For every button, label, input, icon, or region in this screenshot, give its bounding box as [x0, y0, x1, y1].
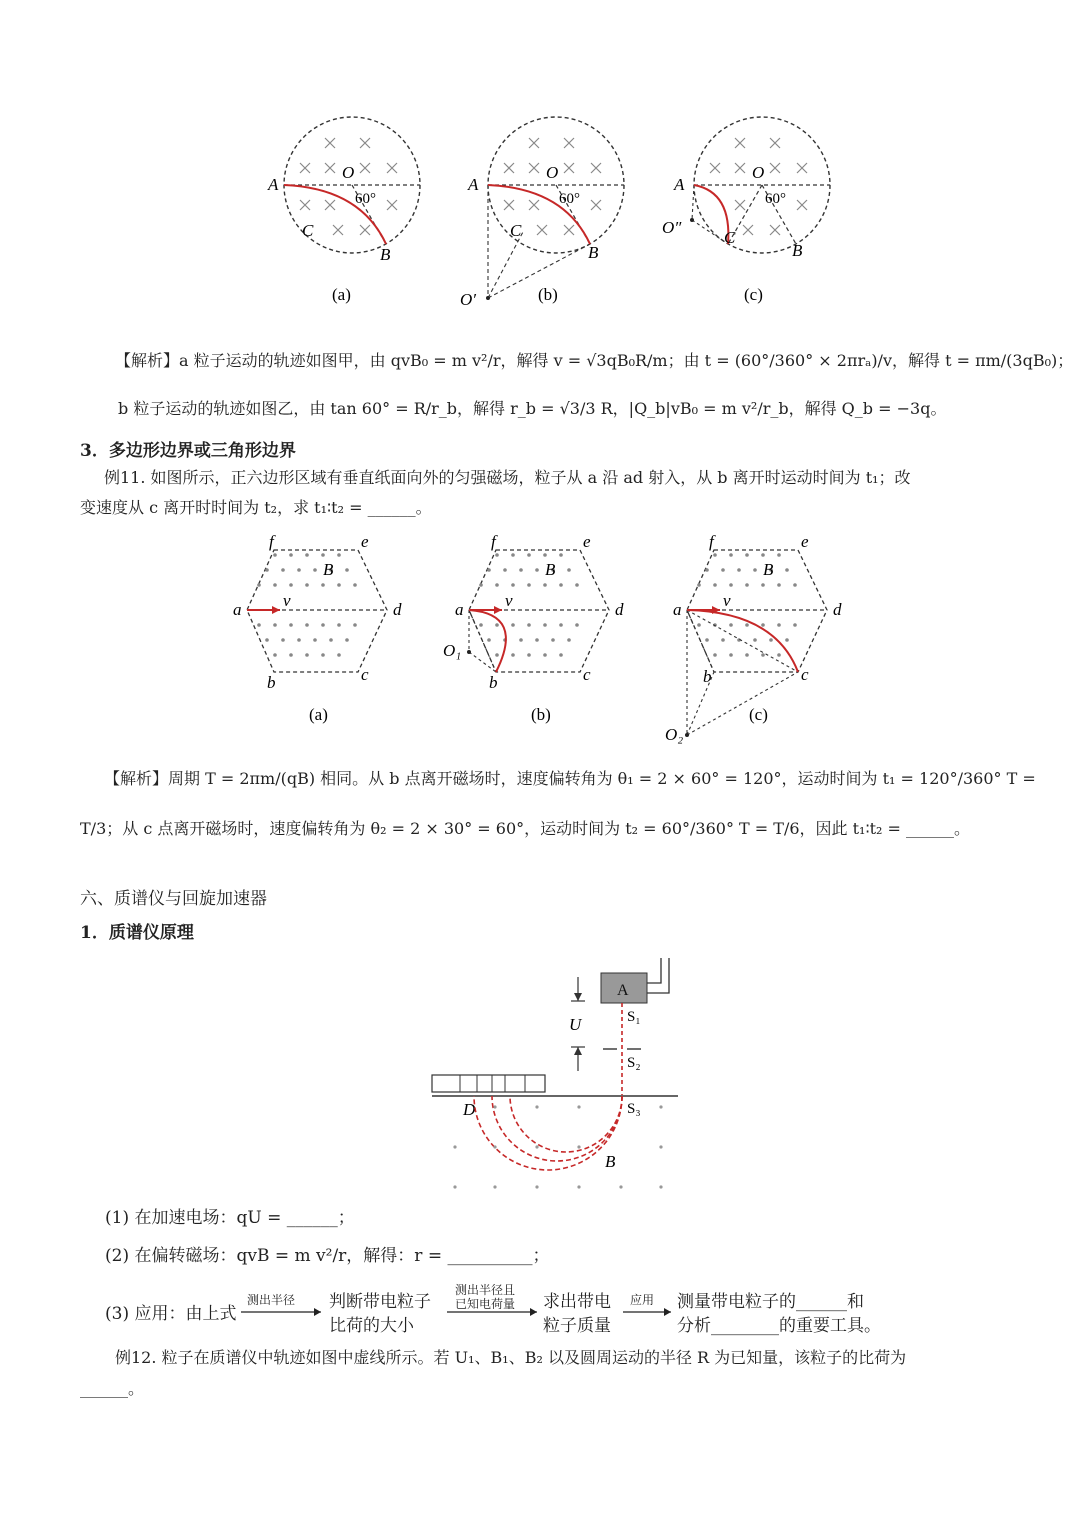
hex-b-O1: O₁	[443, 641, 462, 660]
hex-c-b: b	[703, 667, 712, 686]
figure-hexagons	[225, 530, 865, 745]
figure-circles	[250, 110, 850, 310]
example11-line2: 变速度从 c 离开时时间为 t₂，求 t₁∶t₂ = ______。	[80, 498, 432, 517]
section3-heading: 3．多边形边界或三角形边界	[80, 441, 296, 461]
hex-c	[665, 532, 842, 744]
hex-c-c: c	[801, 665, 809, 684]
hex-a-c: c	[361, 665, 369, 684]
item2: (2) 在偏转磁场：qvB = m v²/r，解得：r = __________；	[105, 1246, 550, 1266]
hex-c-d: d	[833, 600, 842, 619]
flow-arrow3-label: 应用	[630, 1293, 655, 1307]
label-b: (b)	[538, 285, 558, 304]
hex-b-a: a	[455, 600, 464, 619]
point-B-c: B	[792, 241, 803, 260]
analysis1-line2: b 粒子运动的轨迹如图乙，由 tan 60° = R/r_b，解得 r_b = √3/3 R，|Q_b|vB₀ = m v²/r_b，解得 Q_b = −3q。	[118, 399, 947, 418]
hex-a	[233, 532, 402, 724]
ms-S3: S₃	[627, 1101, 641, 1117]
circle-b	[460, 117, 624, 309]
hex-b-c: c	[583, 665, 591, 684]
point-O-a: O	[342, 163, 355, 182]
point-O-b: O	[546, 163, 559, 182]
item3-flow	[105, 1285, 965, 1345]
flow-arrow1	[241, 1307, 327, 1317]
hex-a-b: b	[267, 673, 276, 692]
point-A-c: A	[674, 175, 685, 194]
hex-b-d: d	[615, 600, 624, 619]
hex-c-B: B	[763, 560, 774, 579]
hex-a-d: d	[393, 600, 402, 619]
hex-a-B: B	[323, 560, 334, 579]
point-B-a: B	[380, 245, 391, 264]
flow-arrow3	[623, 1307, 677, 1317]
example12-line1: 例12. 粒子在质谱仪中轨迹如图中虚线所示。若 U₁、B₁、B₂ 以及圆周运动的半径 R 为已知量，该粒子的比荷为	[115, 1348, 907, 1367]
ms-D: D	[463, 1100, 476, 1119]
figure-mass-spectrometer	[425, 955, 695, 1195]
hex-b-b: b	[489, 673, 498, 692]
circle-c	[662, 117, 830, 304]
analysis1-line1: 【解析】a 粒子运动的轨迹如图甲，由 qvB₀ = m v²/r，解得 v = √3qB₀R/m；由 t = (60°/360° × 2πrₐ)/v，解得 t = πm/(3qB₀)；	[115, 351, 1074, 370]
flow-box1b: 比荷的大小	[329, 1316, 414, 1336]
angle-c: 60°	[765, 191, 786, 207]
point-A-b: A	[468, 175, 479, 194]
analysis2-line1: 【解析】周期 T = 2πm/(qB) 相同。从 b 点离开磁场时，速度偏转角为 θ₁ = 2 × 60° = 120°，运动时间为 t₁ = 120°/360° T =	[104, 769, 1036, 788]
point-C-a: C	[302, 221, 314, 240]
hex-b	[443, 532, 624, 724]
point-B-b: B	[588, 243, 599, 262]
label-c: (c)	[744, 285, 763, 304]
hex-b-v: v	[505, 591, 513, 610]
hex-a-label: (a)	[309, 705, 328, 724]
section6-sub1: 1．质谱仪原理	[80, 923, 194, 943]
example11-line1: 例11. 如图所示，正六边形区域有垂直纸面向外的匀强磁场，粒子从 a 沿 ad 射入，从 b 离开时运动时间为 t₁；改	[104, 468, 911, 487]
angle-b: 60°	[559, 191, 580, 207]
hex-c-O2: O₂	[665, 725, 684, 744]
hex-a-v: v	[283, 591, 291, 610]
angle-a: 60°	[355, 191, 376, 207]
item1: (1) 在加速电场：qU = ______；	[105, 1208, 355, 1228]
ms-A: A	[617, 982, 629, 999]
ms-S2: S₂	[627, 1055, 641, 1071]
point-A-a: A	[268, 175, 279, 194]
ms-S1: S₁	[627, 1009, 641, 1025]
analysis2-line2: T/3；从 c 点离开磁场时，速度偏转角为 θ₂ = 2 × 30° = 60°，运动时间为 t₂ = 60°/360° T = T/6，因此 t₁∶t₂ = ______。	[80, 819, 971, 838]
circle-a	[267, 117, 420, 304]
hex-a-a: a	[233, 600, 242, 619]
flow-box2: 求出带电	[543, 1292, 611, 1312]
hex-a-f: f	[269, 532, 274, 551]
flow-box3b: 分析________的重要工具。	[677, 1316, 881, 1336]
flow-arrow2-label-a: 测出半径且	[455, 1283, 516, 1297]
ms-B: B	[605, 1152, 616, 1171]
flow-arrow2	[447, 1307, 543, 1317]
hex-c-a: a	[673, 600, 682, 619]
label-a: (a)	[332, 285, 351, 304]
point-Oprime-b: O′	[460, 290, 476, 309]
hex-c-f: f	[709, 532, 714, 551]
hex-a-e: e	[361, 532, 369, 551]
point-Odprime-c: O″	[662, 218, 682, 237]
flow-box3: 测量带电粒子的______和	[677, 1292, 864, 1312]
hex-c-label: (c)	[749, 705, 768, 724]
point-C-b: C	[510, 221, 522, 240]
hex-b-f: f	[491, 532, 496, 551]
flow-arrow1-label: 测出半径	[247, 1293, 296, 1307]
hex-c-v: v	[723, 591, 731, 610]
flow-arrow2-label-b: 已知电荷量	[455, 1297, 516, 1311]
hex-c-e: e	[801, 532, 809, 551]
hex-b-label: (b)	[531, 705, 551, 724]
item3-prefix: (3) 应用：由上式	[105, 1304, 237, 1324]
point-C-c: C	[724, 228, 736, 247]
example12-line2: ______。	[80, 1379, 145, 1398]
point-O-c: O	[752, 163, 765, 182]
hex-b-B: B	[545, 560, 556, 579]
section6-heading: 六、质谱仪与回旋加速器	[80, 889, 267, 909]
hex-b-e: e	[583, 532, 591, 551]
flow-box1: 判断带电粒子	[329, 1292, 431, 1312]
flow-box2b: 粒子质量	[543, 1316, 611, 1336]
ms-U: U	[569, 1015, 582, 1034]
